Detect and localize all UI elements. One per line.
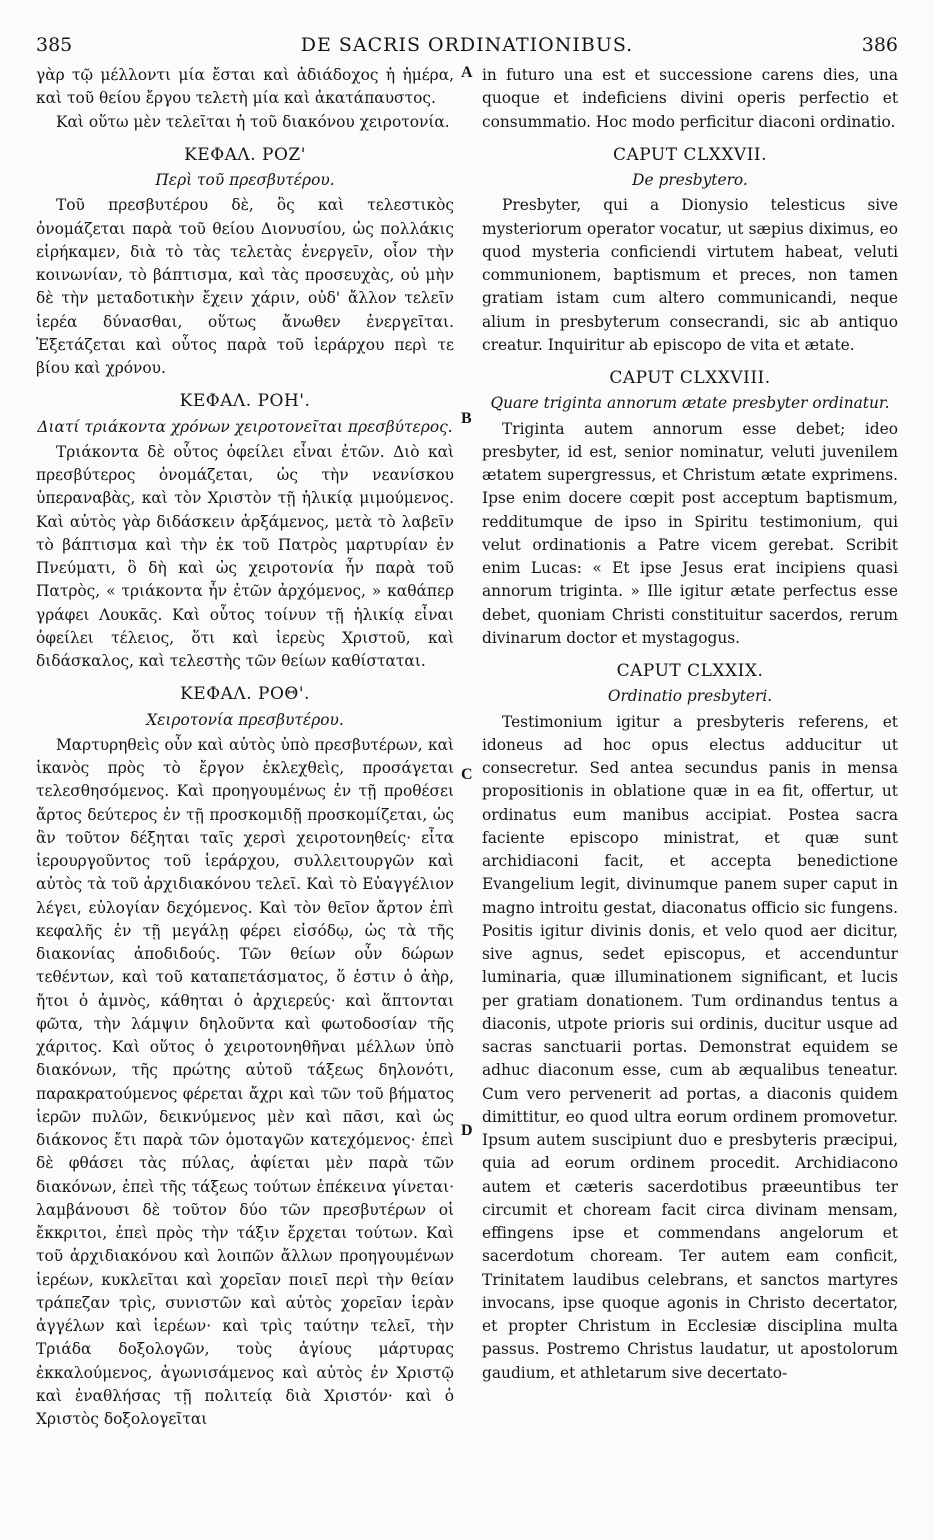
running-header [36, 34, 898, 60]
latin-column [482, 64, 898, 1385]
greek-chapter-179-subtitle: Χειροτονία πρεσβυτέρου. [146, 710, 344, 729]
greek-chapter-178-text: Τριάκοντα δὲ οὗτος ὀφείλει εἶναι ἐτῶν. Διὸ καὶ πρεσβύτερος ὀνομάζεται, ὡς τὴν νεανίσκου ὑπεραναβὰς, καὶ τὸν Χριστὸν τῇ ἡλικίᾳ μιμούμενος. Καὶ αὐτὸς γὰρ διδάσκειν ἀρξάμενος, μετὰ τὸ λαβεῖν τὸ βάπτισμα καὶ τὴν ἐκ τοῦ Πατρὸς μαρτυρίαν ἐν Πνεύματι, ὃ δὴ καὶ ὡς χειροτονία ἦν παρὰ τοῦ Πατρὸς, « τριάκοντα ἦν ἐτῶν ἀρχόμενος, » καθάπερ γράφει Λουκᾶς. Καὶ οὗτος τοίνυν τῇ ἡλικίᾳ εἶναι ὀφείλει τέλειος, ὅτι καὶ ἱερεὺς Χριστοῦ, καὶ διδάσκαλος, καὶ τελεστὴς τῶν θείων καθίσταται. [36, 442, 454, 670]
latin-chapter-178-subtitle: Quare triginta annorum ætate presbyter ordinatur. [490, 394, 890, 413]
latin-opening: in futuro una est et successione carens dies, una quoque et indeficiens divini operis perfectio et consummatio. Hoc modo perficitur diaconi ordinatio. [482, 66, 898, 131]
latin-chapter-177-subtitle: De presbytero. [632, 171, 748, 189]
greek-chapter-177-subtitle: Περὶ τοῦ πρεσβυτέρου. [155, 171, 335, 189]
greek-opening-line-2: Καὶ οὕτω μὲν τελεῖται ἡ τοῦ διακόνου χειροτονία. [56, 112, 450, 131]
greek-chapter-178-subtitle: Διατί τριάκοντα χρόνων χειροτονεῖται πρεσβύτερος. [37, 417, 453, 436]
greek-chapter-179-heading: ΚΕΦΑΛ. ΡΟΘ'. [180, 684, 310, 705]
latin-chapter-178-text: Triginta autem annorum esse debet; ideo presbyter, id est, senior nominatur, veluti juvenilem ætatem supergressus, et Christum ætate exprimens. Ipse enim docere cœpit post acceptum baptismum, redditumque de ipso in Spiritu testimonium, qui velut ordinationis a Patre vicem gerebat. Scribit enim Lucas: « Et ipse Jesus erat incipiens quasi annorum triginta. » Ille igitur ætate perfectus esse debet, quoniam Christi constituitur sacerdos, rerum divinarum doctor et mystagogus. [482, 419, 898, 647]
latin-chapter-177-heading: CAPUT CLXXVII. [612, 144, 768, 165]
greek-chapter-177-heading: ΚΕΦΑΛ. ΡΟΖ' [184, 144, 306, 165]
margin-letter-d: D [461, 1122, 473, 1139]
greek-chapter-177-text: Τοῦ πρεσβυτέρου δὲ, ὃς καὶ τελεστικὸς ὀνομάζεται παρὰ τοῦ θείου Διονυσίου, ὡς πολλάκις εἰρήκαμεν, διὰ τὸ τὰς τελετὰς ἐνεργεῖν, οἷον τὴν κοινωνίαν, τὸ βάπτισμα, καὶ τὰς προσευχὰς, οὐ μὴν δὲ τὴν μεταδοτικὴν ἔχειν χάριν, οὐδ' ἄλλον τελεῖν ἱερέα δύνασθαι, οὕτως ἄνωθεν ἐνεργεῖται. Ἐξετάζεται καὶ οὗτος παρὰ τοῦ ἱεράρχου περὶ τε βίου καὶ χρόνου. [36, 196, 454, 377]
latin-chapter-179-subtitle: Ordinatio presbyteri. [607, 687, 773, 706]
greek-chapter-179-text: Μαρτυρηθεὶς οὖν καὶ αὐτὸς ὑπὸ πρεσβυτέρων, καὶ ἱκανὸς πρὸς τὸ ἔργον ἐκλεχθεὶς, προσάγεται τελεσθησόμενος. Καὶ προηγουμένως ἐν τῇ προθέσει ἄρτος δεύτερος ἐν τῇ προσκομιδῇ προσκομίζεται, ὡς ἂν τοῦτον δέξηται ταῖς χερσὶ χειροτονηθείς· εἶτα ἱερουργοῦντος τοῦ ἱεράρχου, συλλειτουργῶν καὶ αὐτὸς τὰ τοῦ ἀρχιδιακόνου τελεῖ. Καὶ τὸ Εὐαγγέλιον λέγει, εὐλογίαν δεχόμενος. Καὶ τὸν θεῖον ἄρτον ἐπὶ κεφαλῆς ἐν τῇ μεγάλῃ φέρει εἰσόδῳ, ὡς τὰ τῆς διακονίας ἀποδιδούς. Τῶν θείων οὖν δώρων τεθέντων, καὶ τοῦ καταπετάσματος, ὅ ἐστιν ὁ ἀὴρ, ἤτοι ὁ ἀμνὸς, κάθηται ὁ ἀρχιερεύς· καὶ ἅπτονται φῶτα, τὴν λάμψιν δηλοῦντα καὶ φωτοδοσίαν τῆς χάριτος. Καὶ οὕτος ὁ χειροτονηθῆναι μέλλων ὑπὸ διακόνων, τῆς πρώτης αὐτοῦ τάξεως δηλονότι, παρακρατούμενος φέρεται ἄχρι καὶ τῶν τοῦ βήματος ἱερῶν πυλῶν, δεικνύμενος μὲν καὶ πᾶσι, καὶ ὡς διάκονος ἔτι παρὰ τῶν ὁμοταγῶν κατεχόμενος· ἐπεὶ δὲ φθάσει τὰς πύλας, ἀφίεται μὲν παρὰ τῶν διακόνων, ἐπεὶ τῆς τάξεως τούτων ἐπέκεινα γίνεται· λαμβάνουσι δὲ τοῦτον δύο τῶν πρεσβυτέρων οἱ ἔκκριτοι, ἐπεὶ πρὸς τὴν τάξιν ἔρχεται τούτων. Καὶ τοῦ ἀρχιδιακόνου καὶ λοιπῶν ἄλλων προηγουμένων ἱερέων, κυκλεῖται καὶ χορεῖαν ποιεῖ περὶ τὴν θείαν τράπεζαν τρὶς, συνιστῶν καὶ αὐτὸς χορεῖαν ἱερὰν ἀγγέλων καὶ ἱερέων· καὶ τρὶς ταύτην τελεῖ, τὴν Τριάδα δοξολογῶν, τοὺς ἁγίους μάρτυρας ἐκκαλούμενος, ἀγωνισάμενος καὶ αὐτὸς ἐν Χριστῷ καὶ ἐναθλήσας τῇ πολιτείᾳ διὰ Χριστόν· καὶ ὁ Χριστὸς δοξολογεῖται [36, 735, 454, 1428]
greek-column [36, 64, 454, 1431]
page-number-right: 386 [861, 34, 898, 56]
greek-opening-line-1: γὰρ τῷ μέλλοντι μία ἔσται καὶ ἀδιάδοχος ἡ ἡμέρα, καὶ τοῦ θείου ἔργου τελετὴ μία καὶ ἀκατάπαυστος. [36, 66, 454, 108]
page-number-left: 385 [36, 34, 73, 56]
latin-chapter-178-heading: CAPUT CLXXVIII. [609, 368, 771, 388]
margin-letter-c: C [461, 766, 473, 783]
latin-chapter-177-text: Presbyter, qui a Dionysio telesticus sive mysteriorum operator vocatur, ut sæpius diximus, eo quod mysteria conficiendi virtutem habeat, veluti communionem, baptismum et preces, non tamen gratiam istam cum altero communicandi, neque alium in presbyterum consecrandi, sic ab antiquo creatur. Inquiritur ab episcopo de vita et ætate. [482, 196, 898, 354]
greek-chapter-178-heading: ΚΕΦΑΛ. ΡΟΗ'. [179, 391, 311, 412]
latin-chapter-179-text: Testimonium igitur a presbyteris referens, et idoneus ad hoc opus electus adducitur ut consecretur. Sed antea secundus panis in mensa propositionis in oblatione quæ in ea fit, offertur, ut ordinatus eum manibus accipiat. Postea sacra faciente episcopo ministrat, et quæ sunt archidiaconi facit, et accepta benedictione Evangelium legit, divinumque panem super caput in magno introitu gestat, diaconatus officio sic fungens. Positis igitur divinis donis, et velo quod aer dicitur, sive agnus, sedet episcopus, et accenduntur luminaria, quæ illuminationem significant, et lucis per gratiam donationem. Tum ordinandus tentus a diaconis, utpote prioris sui ordinis, ducitur usque ad sacras sanctuarii portas. Demonstrat equidem se adhuc diaconum esse, cum ab æqualibus teneatur. Cum vero pervenerit ad portas, a diaconis quidem dimittitur, eo quod ultra eorum ordinem promovetur. Ipsum autem suscipiunt duo e presbyteris præcipui, quia ad eorum ordinem procedit. Archidiacono autem et cæteris sacerdotibus præeuntibus ter circumit et choream facit circa divinam mensam, effingens ipse et commendans angelorum et sacerdotum choream. Ter autem eam conficit, Trinitatem laudibus celebrans, et sanctos martyres invocans, ipse quoque agonis in Christo decertator, et propter Christum in Ecclesiæ disciplina multa passus. Postremo Christus laudatur, ut apostolorum gaudium, et athletarum sive decertato- [482, 712, 898, 1382]
running-title: DE SACRIS ORDINATIONIBUS. [300, 34, 634, 56]
margin-letter-b: B [461, 410, 472, 427]
margin-letter-a: A [461, 64, 473, 81]
latin-chapter-179-heading: CAPUT CLXXIX. [616, 661, 764, 681]
